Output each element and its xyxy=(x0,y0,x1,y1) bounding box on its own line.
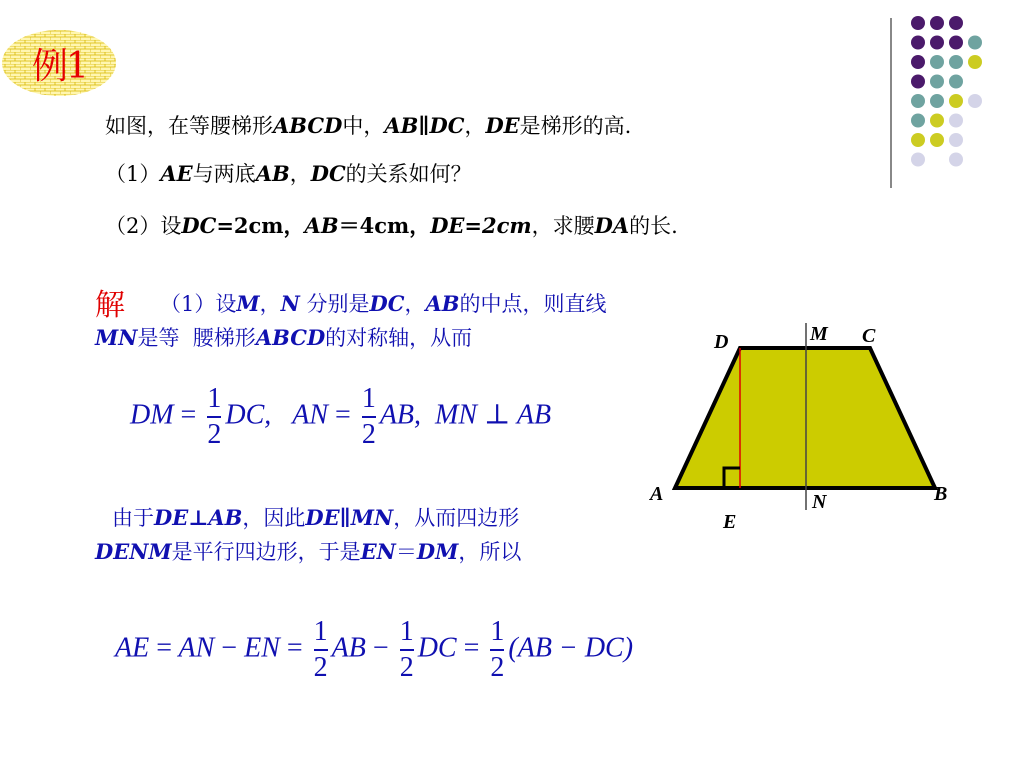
fraction-half xyxy=(400,615,414,685)
decor-dot xyxy=(911,153,925,167)
fraction-half xyxy=(490,615,504,685)
text: 的长. xyxy=(629,214,678,238)
text: ＝ xyxy=(395,540,417,564)
label-c: C xyxy=(862,325,876,347)
text: AB xyxy=(425,291,460,316)
text: AB xyxy=(255,161,290,186)
equation-2 xyxy=(115,615,633,685)
decor-dot xyxy=(949,16,963,30)
text: DC xyxy=(369,291,405,316)
text: EN xyxy=(244,632,280,664)
fraction-half xyxy=(314,615,328,685)
text: （1） xyxy=(105,162,161,186)
text: AB∥DC xyxy=(384,113,465,138)
label-n: N xyxy=(812,491,827,513)
text: MN xyxy=(95,325,138,350)
text: = xyxy=(463,632,480,664)
text: − xyxy=(221,632,238,664)
decor-dot xyxy=(968,36,982,50)
fraction-half xyxy=(207,382,221,452)
solution-line-2 xyxy=(95,322,472,352)
text: AN xyxy=(292,399,329,431)
decor-dot xyxy=(911,36,925,50)
text: DC xyxy=(310,161,346,186)
text: DE xyxy=(485,113,520,138)
text: 是等 腰梯形 xyxy=(137,326,256,350)
decor-dot xyxy=(930,114,944,128)
text: 1 xyxy=(313,616,328,647)
decor-dot xyxy=(949,133,963,147)
decor-dot xyxy=(930,75,944,89)
text: （1）设 xyxy=(160,292,237,316)
text: ＝4cm， xyxy=(338,213,431,238)
decor-dot xyxy=(949,114,963,128)
decor-dot xyxy=(911,16,925,30)
text: 的关系如何？ xyxy=(345,162,472,186)
question-part-2 xyxy=(105,212,678,240)
text: DE=2cm xyxy=(430,213,532,238)
text: ，求腰 xyxy=(531,214,595,238)
text: ， xyxy=(464,114,486,138)
text: DC, xyxy=(225,399,272,431)
text: ABCD xyxy=(255,325,326,350)
label-b: B xyxy=(934,483,948,505)
label-m: M xyxy=(810,323,828,345)
text: = xyxy=(156,632,173,664)
text: ，从而四边形 xyxy=(393,506,520,530)
solution-line-4 xyxy=(95,536,521,566)
text: 1 xyxy=(399,616,414,647)
solution-line-1 xyxy=(160,288,607,318)
text: DC xyxy=(417,632,457,664)
text: AB xyxy=(516,399,552,431)
text: 是梯形的高. xyxy=(519,114,632,138)
text: 2 xyxy=(400,649,414,685)
text: = xyxy=(335,399,351,431)
text: DA xyxy=(594,213,630,238)
decor-dot xyxy=(911,75,925,89)
trapezoid-figure xyxy=(640,315,970,545)
decor-dot xyxy=(930,55,944,69)
decor-dot xyxy=(930,16,944,30)
text: AB, xyxy=(379,399,422,431)
text: AE xyxy=(160,161,193,186)
text: N xyxy=(280,291,300,316)
text: DM xyxy=(130,399,174,431)
text: 的中点，则直线 xyxy=(459,292,607,316)
decor-dot xyxy=(949,36,963,50)
text: ， xyxy=(259,292,281,316)
text: 中， xyxy=(342,114,385,138)
text: M xyxy=(236,291,260,316)
text: DENM xyxy=(95,539,172,564)
text: ABCD xyxy=(273,113,343,138)
text: 2 xyxy=(314,649,328,685)
decor-dot xyxy=(911,114,925,128)
text: = xyxy=(286,632,303,664)
text: ， xyxy=(404,292,426,316)
text: 1 xyxy=(361,383,376,414)
text: MN xyxy=(435,399,478,431)
decor-dot xyxy=(930,36,944,50)
text: = xyxy=(180,399,197,431)
equation-1 xyxy=(130,382,551,452)
text: 由于 xyxy=(112,506,154,530)
text: AE xyxy=(115,632,150,664)
solution-line-3 xyxy=(112,502,519,532)
text: (AB − DC) xyxy=(508,632,634,664)
text: ，所以 xyxy=(458,540,522,564)
decorative-divider xyxy=(890,18,892,188)
text: 1 xyxy=(490,616,505,647)
label-a: A xyxy=(650,483,664,505)
text: − xyxy=(372,632,389,664)
text: 2 xyxy=(207,416,221,452)
decor-dot xyxy=(949,94,963,108)
text: 1 xyxy=(207,383,222,414)
text: 与两底 xyxy=(192,162,256,186)
text: DC xyxy=(181,213,217,238)
text: DE⊥AB xyxy=(154,505,243,530)
decor-dot xyxy=(949,153,963,167)
decor-dot xyxy=(911,133,925,147)
text: DM xyxy=(416,539,459,564)
text: ，因此 xyxy=(242,506,306,530)
decor-dot xyxy=(968,55,982,69)
text: 分别是 xyxy=(299,292,370,316)
text: =2cm， xyxy=(216,213,305,238)
text: AB xyxy=(304,213,339,238)
solution-marker: 解 xyxy=(95,288,125,323)
label-d: D xyxy=(714,331,729,353)
question-intro xyxy=(105,112,631,140)
text: 2 xyxy=(362,416,376,452)
decorative-dot-grid xyxy=(880,10,1020,195)
trapezoid-abcd xyxy=(675,348,935,488)
text: 如图，在等腰梯形 xyxy=(105,114,273,138)
decor-dot xyxy=(911,94,925,108)
text: ， xyxy=(289,162,311,186)
decor-dot xyxy=(949,55,963,69)
label-e: E xyxy=(723,511,737,533)
text: 的对称轴，从而 xyxy=(325,326,473,350)
question-part-1 xyxy=(105,160,472,188)
text: AN xyxy=(178,632,215,664)
decor-dot xyxy=(911,55,925,69)
text: DE∥MN xyxy=(305,505,394,530)
text: 2 xyxy=(490,649,504,685)
text: 是平行四边形，于是 xyxy=(171,540,361,564)
text: AB xyxy=(331,632,366,664)
decor-dot xyxy=(949,75,963,89)
decor-dot xyxy=(930,94,944,108)
decor-dot xyxy=(930,133,944,147)
decor-dot xyxy=(968,94,982,108)
example-badge-label: 例1 xyxy=(32,46,87,87)
fraction-half xyxy=(362,382,376,452)
text: ⊥ xyxy=(484,399,511,431)
text: EN xyxy=(360,539,396,564)
text: （2）设 xyxy=(105,214,182,238)
